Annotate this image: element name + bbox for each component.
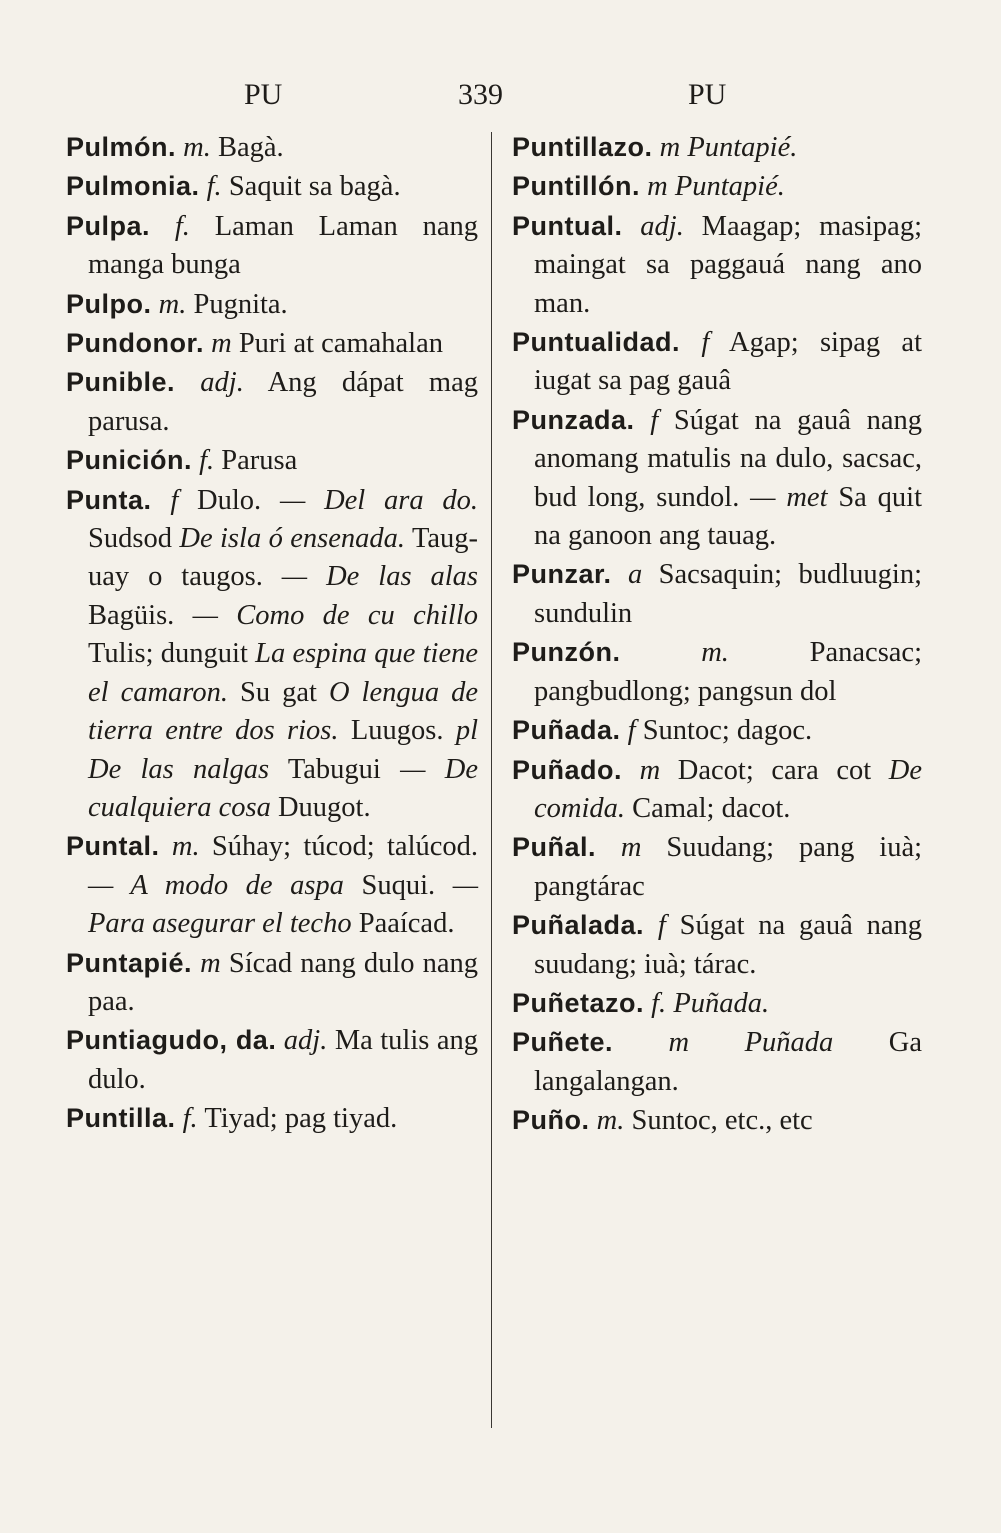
- dictionary-entry: [66, 944, 478, 1022]
- entry-grammar: a: [627, 559, 643, 591]
- dictionary-entry: [66, 285, 478, 324]
- entry-subsense-definition: Suqui.: [361, 869, 436, 901]
- entry-definition: Súgat na gauâ nang anomang matulis na dulo, sacsac, bud long, sundol.: [534, 404, 922, 513]
- entry-subsense: — Del ara do.: [279, 484, 479, 516]
- entry-definition: Ang dápat mag parusa.: [88, 367, 478, 437]
- entry-grammar: m: [647, 171, 668, 203]
- dictionary-entry: [66, 128, 478, 167]
- column-divider: [491, 132, 492, 1428]
- entry-definition: Pugnita.: [193, 288, 288, 320]
- entry-grammar: f.: [651, 987, 667, 1019]
- entry-grammar: m.: [183, 132, 211, 163]
- dictionary-entry: [512, 906, 922, 984]
- entry-subsense: pl De las nalgas: [88, 715, 478, 785]
- entry-definition: Saquit sa bagà.: [228, 171, 401, 203]
- entry-definition: Tiyad; pag tiyad.: [204, 1103, 398, 1135]
- entry-headword: Puntiagudo, da.: [66, 1025, 277, 1056]
- entry-grammar: m.: [596, 1105, 625, 1137]
- entry-subsense-definition: Sudsod: [88, 523, 172, 555]
- entry-subsense: De isla ó ensenada.: [179, 523, 406, 555]
- entry-definition: Suntoc, etc., etc: [631, 1105, 813, 1137]
- entry-subsense-definition: Tabugui: [287, 753, 381, 785]
- dictionary-entry: [66, 441, 478, 480]
- dictionary-entry: [512, 401, 922, 556]
- entry-grammar: f.: [199, 445, 215, 477]
- entry-definition: Súgat na gauâ nang suudang; iuà; tárac.: [534, 910, 923, 980]
- entry-grammar: adj.: [283, 1025, 328, 1057]
- entry-definition: Laman Laman nang manga bunga: [88, 210, 479, 281]
- entry-headword: Pulmón.: [66, 132, 176, 162]
- header-left-guide-word: PU: [244, 78, 283, 111]
- entry-grammar: f.: [206, 171, 222, 203]
- entry-subsense: — A modo de aspa: [88, 869, 344, 901]
- entry-headword: Puntual.: [512, 210, 623, 241]
- entry-grammar: f: [701, 327, 710, 359]
- entry-headword: Punición.: [66, 445, 192, 476]
- entry-headword: Punzada.: [512, 404, 635, 435]
- dictionary-entry: [512, 1101, 922, 1140]
- entry-definition: Panacsac; pangbudlong; pangsun dol: [534, 637, 922, 707]
- entry-headword: Puñada.: [512, 715, 621, 746]
- entry-grammar: m: [200, 947, 221, 979]
- entry-grammar: m: [639, 754, 661, 786]
- entry-headword: Puntualidad.: [512, 327, 680, 358]
- entry-grammar: adj.: [200, 367, 244, 399]
- entry-grammar: f: [650, 404, 659, 436]
- entry-subsense-definition: Su gat: [239, 676, 317, 708]
- entry-headword: Puntal.: [66, 831, 160, 862]
- entry-headword: Puño.: [512, 1105, 590, 1136]
- entry-subsense-definition: Taug-uay o taugos.: [88, 523, 478, 593]
- entry-grammar: f.: [174, 210, 190, 242]
- right-column: [512, 128, 922, 1141]
- entry-headword: Puñete.: [512, 1027, 614, 1058]
- dictionary-entry: [512, 711, 922, 750]
- entry-subsense-definition: Bagüis.: [88, 599, 175, 631]
- entry-headword: Pundonor.: [66, 328, 204, 359]
- page-number: 339: [458, 78, 503, 111]
- dictionary-entry: [66, 481, 478, 828]
- dictionary-entry: [512, 128, 922, 167]
- dictionary-entry: [66, 1021, 478, 1099]
- entry-grammar: m.: [701, 637, 729, 669]
- dictionary-entry: [512, 555, 922, 633]
- entry-subsense-definition: Luugos.: [350, 715, 444, 747]
- entry-grammar: m: [620, 832, 642, 864]
- dictionary-entry: [66, 207, 478, 285]
- entry-grammar: f: [657, 910, 666, 942]
- dictionary-entry: [512, 751, 922, 829]
- entry-grammar: m: [659, 132, 681, 163]
- left-column: [66, 128, 478, 1139]
- entry-headword: Pulpo.: [66, 288, 152, 319]
- entry-definition: Puntapié.: [687, 132, 798, 163]
- entry-subsense-definition: Camal; dacot.: [632, 792, 791, 824]
- entry-grammar: f.: [182, 1103, 198, 1135]
- entry-definition: Puñada.: [673, 987, 770, 1019]
- dictionary-entry: [66, 1099, 478, 1138]
- entry-definition: Puñada: [744, 1027, 834, 1059]
- entry-subsense: La espina que tiene el camaron.: [88, 638, 479, 708]
- entry-headword: Puntillazo.: [512, 132, 653, 162]
- entry-subsense-definition: Sa quit na ganoon ang tauag.: [534, 481, 922, 552]
- entry-subsense: — De las alas: [281, 561, 478, 593]
- entry-headword: Puñado.: [512, 754, 622, 785]
- dictionary-entry: [66, 827, 478, 943]
- entry-headword: Puntapié.: [66, 947, 193, 978]
- entry-definition: Agap; sipag at iugat sa pag gauâ: [534, 327, 922, 397]
- dictionary-entry: [512, 984, 922, 1023]
- entry-subsense-definition: Duugot.: [277, 791, 371, 823]
- dictionary-entry: [512, 167, 922, 206]
- entry-headword: Punzón.: [512, 637, 621, 668]
- entry-headword: Puñalada.: [512, 910, 645, 941]
- entry-subsense-definition: Paaícad.: [358, 908, 455, 940]
- dictionary-entry: [512, 323, 922, 401]
- entry-definition: Suntoc; dagoc.: [642, 715, 813, 747]
- entry-grammar: f: [170, 484, 179, 516]
- entry-subsense: — met: [750, 481, 828, 513]
- entry-headword: Pulmonia.: [66, 171, 200, 202]
- entry-grammar: m: [668, 1027, 690, 1059]
- entry-definition: Suudang; pang iuà; pangtárac: [534, 832, 923, 902]
- entry-subsense: — De cualquiera cosa: [88, 753, 479, 823]
- dictionary-entry: [512, 207, 922, 323]
- entry-definition: Súhay; túcod; talúcod.: [211, 831, 479, 863]
- entry-headword: Puntilla.: [66, 1103, 176, 1134]
- entry-definition: Bagà.: [217, 132, 284, 163]
- dictionary-entry: [66, 363, 478, 441]
- entry-grammar: m.: [158, 288, 187, 320]
- entry-definition: Sacsaquin; budluugin; sundulin: [534, 559, 923, 629]
- entry-grammar: f: [627, 715, 636, 747]
- entry-definition: Dulo.: [197, 484, 262, 516]
- page-header: [0, 78, 1001, 118]
- entry-grammar: m.: [171, 831, 200, 863]
- entry-subsense-definition: Tulis; dunguit: [88, 638, 248, 670]
- dictionary-entry: [66, 167, 478, 206]
- entry-definition: Dacot; cara cot: [677, 754, 872, 786]
- dictionary-entry: [66, 324, 478, 363]
- entry-headword: Punzar.: [512, 559, 612, 590]
- entry-definition: Parusa: [221, 445, 298, 477]
- entry-headword: Puñetazo.: [512, 987, 645, 1018]
- entry-headword: Punible.: [66, 367, 176, 398]
- entry-subsense: — Como de cu chillo: [192, 599, 478, 631]
- entry-grammar: adj.: [640, 210, 684, 242]
- entry-headword: Puñal.: [512, 832, 597, 863]
- entry-headword: Pulpa.: [66, 210, 151, 241]
- entry-definition: Ma tulis ang dulo.: [88, 1025, 478, 1095]
- entry-grammar: m: [211, 328, 232, 360]
- entry-headword: Punta.: [66, 484, 152, 515]
- entry-definition: Ga langalangan.: [534, 1027, 923, 1097]
- dictionary-entry: [512, 828, 922, 906]
- entry-definition: Sícad nang dulo nang paa.: [88, 947, 479, 1017]
- header-right-guide-word: PU: [688, 78, 727, 111]
- entry-definition: Puri at camahalan: [238, 328, 443, 360]
- entry-headword: Puntillón.: [512, 171, 640, 202]
- entry-subsense: O lengua de tierra entre dos rios.: [88, 676, 479, 747]
- entry-subsense: De comida.: [534, 754, 923, 824]
- dictionary-entry: [512, 633, 922, 711]
- entry-definition: Puntapié.: [674, 171, 785, 203]
- dictionary-entry: [512, 1023, 922, 1101]
- entry-definition: Maagap; masipag; maingat sa paggauá nang ano man.: [534, 210, 922, 319]
- entry-subsense: — Para asegurar el techo: [88, 869, 479, 940]
